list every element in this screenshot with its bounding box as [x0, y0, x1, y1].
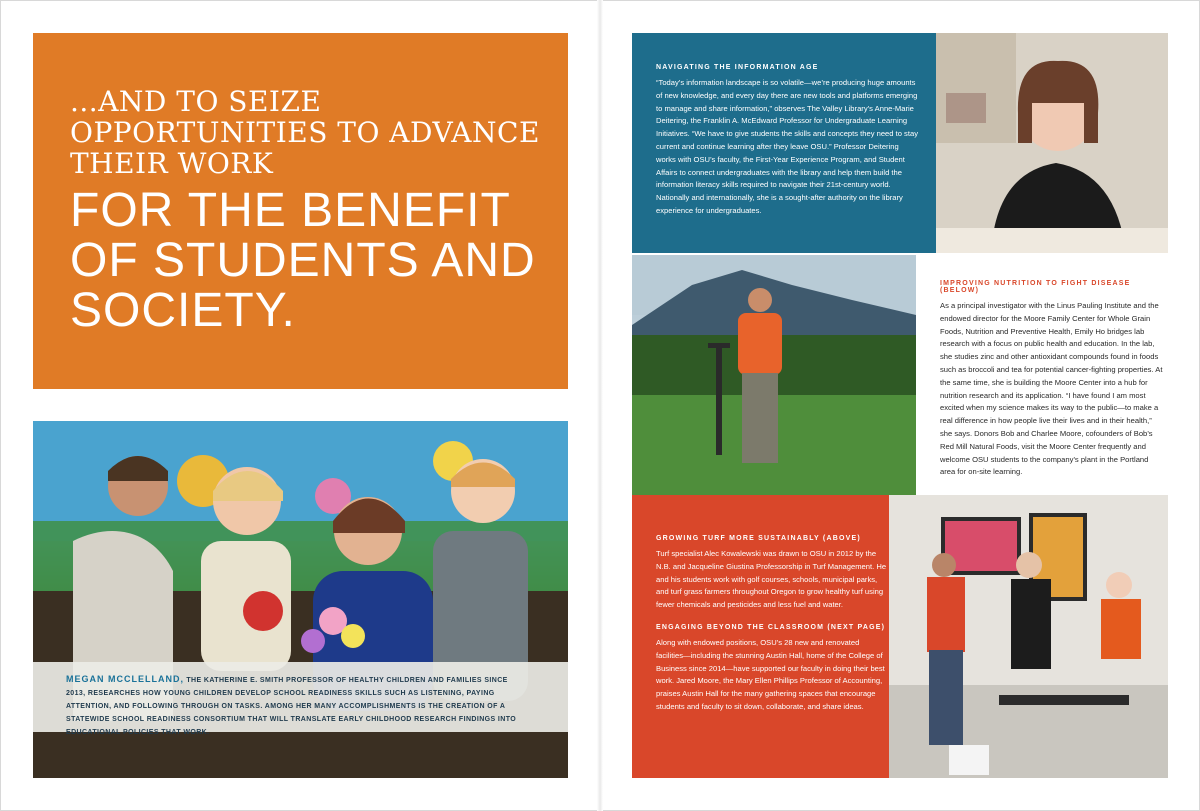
- section-body-nutrition: As a principal investigator with the Linus Pauling Institute and the endowed director for the Moore Family Center for Whole Grain Foods, Nutrition and Preventive Health, Emily Ho bridges lab research with a focus on public health and education. In the lab, she studies zinc and other antioxidant compounds found in foods such as broccoli and tea for potential cancer-fighting properties. At the same time, she is building the Moore Center into a hub for nutrition research and its application. “I have found I am most excited when my science makes its way to the public—to make a real difference in how people live their lives and in their health,” she says. Donors Bob and Charlee Moore, cofounders of Bob’s Red Mill Natural Foods, visit the Moore Center frequently and welcome OSU students to the company’s plant in the Portland area for on-site learning.: [940, 301, 1163, 477]
- section-heading-navigating: NAVIGATING THE INFORMATION AGE: [656, 64, 819, 71]
- photo-business-class: [889, 495, 1168, 778]
- section-navigating: [656, 64, 918, 218]
- photo-business-illustration: [889, 495, 1168, 778]
- section-heading-nutrition: IMPROVING NUTRITION TO FIGHT DISEASE (BELOW): [940, 280, 1131, 294]
- section-body-navigating: “Today’s information landscape is so volatile—we’re producing huge amounts of new knowledge, and every day there are new tools and platforms emerging to manage and share information,” observes The Valley Library’s Anne-Marie Deitering, the Franklin A. McEdward Professor for Undergraduate Learning Initiatives. “We have to give students the skills and concepts they need to stay current and continue learning after they leave OSU.” Professor Deitering works with OSU’s faculty, the First-Year Experience Program, and Student Affairs to connect undergraduates with the library and help them build the information literacy skills required to navigate their 21st-century world. Nationally and internationally, she is a sought-after authority on the library experience for undergraduates.: [656, 78, 918, 215]
- section-body-turf: Turf specialist Alec Kowalewski was drawn to OSU in 2012 by the N.B. and Jacqueline Giustina Professorship in Turf Management. He and his students work with golf courses, schools, municipal parks, and turf grass farmers throughout Oregon to grow healthy turf using fewer chemicals and pesticides and less fuel and water.: [656, 549, 887, 610]
- section-spacer: [656, 612, 888, 624]
- photo-turf-specialist: [632, 255, 916, 495]
- section-heading-engaging: ENGAGING BEYOND THE CLASSROOM (NEXT PAGE): [656, 623, 886, 631]
- caption-name: MEGAN MCCLELLAND,: [66, 674, 184, 684]
- photo-librarian: [936, 33, 1168, 253]
- photo-turf-illustration: [632, 255, 916, 495]
- spread-gutter: [597, 0, 603, 811]
- headline-intro: ...AND TO SEIZE OPPORTUNITIES TO ADVANCE THEIR WORK: [70, 85, 540, 180]
- section-turf-engaging: [656, 535, 888, 714]
- photo-librarian-illustration: [936, 33, 1168, 253]
- section-nutrition: [940, 280, 1164, 479]
- section-heading-turf: GROWING TURF MORE SUSTAINABLY (ABOVE): [656, 535, 861, 542]
- photo-caption: [66, 673, 526, 739]
- caption-text: THE KATHERINE E. SMITH PROFESSOR OF HEALTHY CHILDREN AND FAMILIES SINCE 2013, RESEARCHES HOW YOUNG CHILDREN DEVELOP SCHOOL READINESS SKILLS SUCH AS LISTENING, PAYING ATTENTION, AND FOLLOWING THROUGH ON TASKS. AMONG HER MANY ACCOMPLISHMENTS IS THE CREATION OF A STATEWIDE SCHOOL READINESS CONSORTIUM THAT WILL TRANSLATE EARLY CHILDHOOD RESEARCH FINDINGS INTO EDUCATIONAL POLICIES THAT WORK.: [66, 677, 517, 736]
- headline-main: FOR THE BENEFIT OF STUDENTS AND SOCIETY.: [70, 184, 536, 337]
- section-body-engaging: Along with endowed positions, OSU’s 28 new and renovated facilities—including the stunning Austin Hall, home of the College of Business since 2014—have supported our faculty in doing their best work. Jared Moore, the Mary Ellen Phillips Professor of Accounting, praises Austin Hall for the many gathering spaces that encourage students and faculty to sit down, collaborate, and share ideas.: [656, 637, 885, 711]
